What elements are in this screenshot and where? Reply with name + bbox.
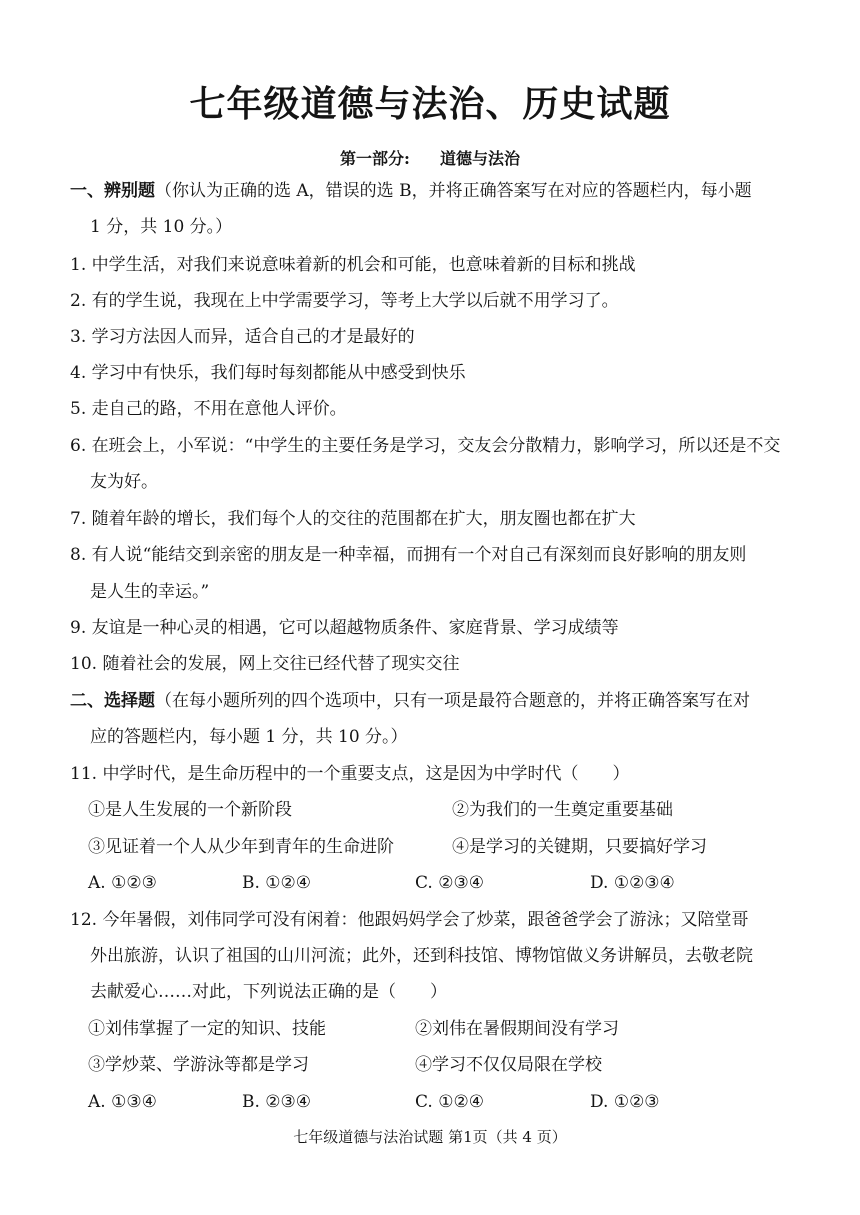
q11-option-d: D. ①②③④ (590, 873, 675, 893)
question-2: 2. 有的学生说，我现在上中学需要学习，等考上大学以后就不用学习了。 (70, 291, 619, 311)
q11-option-a: A. ①②③ (88, 873, 157, 893)
question-12-stem-2: 外出旅游，认识了祖国的山川河流；此外，还到科技馆、博物馆做义务讲解员，去敬老院 (90, 946, 753, 966)
exam-title: 七年级道德与法治、历史试题 (189, 84, 671, 125)
section1-instructions-2: 1 分，共 10 分。） (90, 217, 233, 237)
section1-instructions-1: （你认为正确的选 A，错误的选 B，并将正确答案写在对应的答题栏内，每小题 (155, 181, 752, 201)
page-footer: 七年级道德与法治试题 第1页（共 4 页） (293, 1128, 567, 1146)
q11-option-b: B. ①②④ (242, 873, 312, 893)
section2-header (70, 689, 750, 713)
question-5: 5. 走自己的路，不用在意他人评价。 (70, 399, 347, 419)
question-1: 1. 中学生活，对我们来说意味着新的机会和可能，也意味着新的目标和挑战 (70, 255, 636, 275)
q11-statement-1: ①是人生发展的一个新阶段 (88, 800, 292, 820)
q12-statement-1: ①刘伟掌握了一定的知识、技能 (88, 1019, 326, 1039)
question-6: 6. 在班会上，小军说：“中学生的主要任务是学习，交友会分散精力，影响学习，所以还是不交 (70, 436, 781, 456)
question-9: 9. 友谊是一种心灵的相遇，它可以超越物质条件、家庭背景、学习成绩等 (70, 618, 619, 638)
part-heading (0, 146, 860, 169)
part-label: 第一部分: (340, 149, 410, 168)
question-12-stem-1: 12. 今年暑假，刘伟同学可没有闲着：他跟妈妈学会了炒菜，跟爸爸学会了游泳；又陪堂哥 (70, 910, 749, 930)
q12-option-b: B. ②③④ (242, 1092, 312, 1112)
section2-heading: 二、选择题 (70, 691, 155, 711)
q12-statement-2: ②刘伟在暑假期间没有学习 (415, 1019, 619, 1039)
q12-statement-4: ④学习不仅仅局限在学校 (415, 1055, 602, 1075)
question-4: 4. 学习中有快乐，我们每时每刻都能从中感受到快乐 (70, 363, 466, 383)
q12-option-d: D. ①②③ (590, 1092, 660, 1112)
question-8: 8. 有人说“能结交到亲密的朋友是一种幸福，而拥有一个对自己有深刻而良好影响的朋友则 (70, 545, 747, 565)
q11-option-c: C. ②③④ (415, 873, 484, 893)
q12-option-a: A. ①③④ (88, 1092, 157, 1112)
question-12-stem-3: 去献爱心……对此，下列说法正确的是（ ） (90, 982, 447, 1002)
q11-statement-3: ③见证着一个人从少年到青年的生命进阶 (88, 837, 394, 857)
question-10: 10. 随着社会的发展，网上交往已经代替了现实交往 (70, 654, 460, 674)
q12-statement-3: ③学炒菜、学游泳等都是学习 (88, 1055, 309, 1075)
question-7: 7. 随着年龄的增长，我们每个人的交往的范围都在扩大，朋友圈也都在扩大 (70, 509, 636, 529)
question-6-cont: 友为好。 (90, 472, 158, 492)
section2-instructions-2: 应的答题栏内，每小题 1 分，共 10 分。） (90, 727, 408, 747)
question-11-stem: 11. 中学时代，是生命历程中的一个重要支点，这是因为中学时代（ ） (70, 764, 630, 784)
q11-statement-2: ②为我们的一生奠定重要基础 (452, 800, 673, 820)
section1-heading: 一、辨别题 (70, 181, 155, 201)
part-subject: 道德与法治 (439, 149, 520, 168)
section1-header (70, 179, 752, 203)
q12-option-c: C. ①②④ (415, 1092, 484, 1112)
section2-instructions-1: （在每小题所列的四个选项中，只有一项是最符合题意的，并将正确答案写在对 (155, 691, 750, 711)
question-8-cont: 是人生的幸运。” (90, 582, 210, 602)
q11-statement-4: ④是学习的关键期，只要搞好学习 (452, 837, 707, 857)
question-3: 3. 学习方法因人而异，适合自己的才是最好的 (70, 327, 415, 347)
